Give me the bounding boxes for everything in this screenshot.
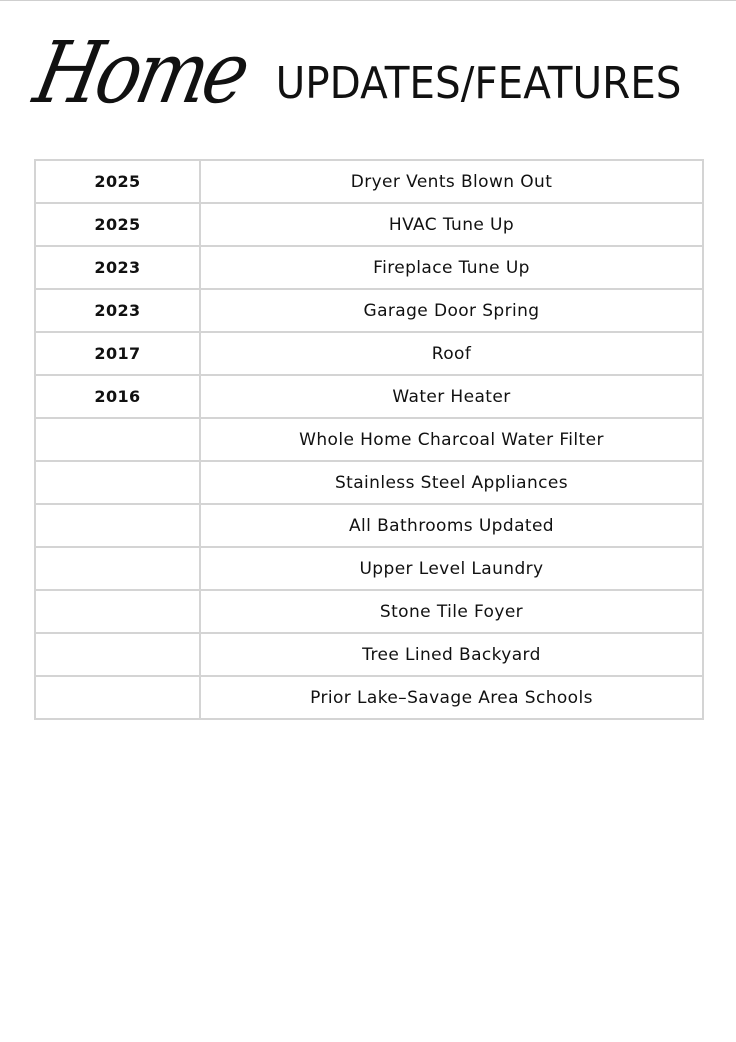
- table-row: [35, 590, 703, 633]
- feature-cell: Tree Lined Backyard: [200, 633, 703, 676]
- feature-cell: All Bathrooms Updated: [200, 504, 703, 547]
- feature-cell: Fireplace Tune Up: [200, 246, 703, 289]
- feature-cell: Stainless Steel Appliances: [200, 461, 703, 504]
- table-row: [35, 547, 703, 590]
- table-row: [35, 676, 703, 719]
- year-cell: 2016: [35, 375, 200, 418]
- feature-cell: Whole Home Charcoal Water Filter: [200, 418, 703, 461]
- features-table: [34, 159, 704, 720]
- table-row: [35, 246, 703, 289]
- table-row: [35, 375, 703, 418]
- feature-cell: Garage Door Spring: [200, 289, 703, 332]
- year-cell: 2023: [35, 289, 200, 332]
- year-cell: 2017: [35, 332, 200, 375]
- year-cell: 2023: [35, 246, 200, 289]
- year-cell: [35, 547, 200, 590]
- year-cell: [35, 676, 200, 719]
- table-row: [35, 504, 703, 547]
- title-script-word: Home: [26, 23, 255, 123]
- feature-cell: Water Heater: [200, 375, 703, 418]
- page-title: [0, 23, 736, 140]
- table-row: [35, 633, 703, 676]
- feature-cell: Upper Level Laundry: [200, 547, 703, 590]
- year-cell: [35, 418, 200, 461]
- year-cell: [35, 461, 200, 504]
- feature-cell: HVAC Tune Up: [200, 203, 703, 246]
- year-cell: 2025: [35, 203, 200, 246]
- feature-cell: Stone Tile Foyer: [200, 590, 703, 633]
- year-cell: [35, 590, 200, 633]
- year-cell: [35, 504, 200, 547]
- feature-cell: Dryer Vents Blown Out: [200, 160, 703, 203]
- table-row: [35, 332, 703, 375]
- table-row: [35, 461, 703, 504]
- feature-cell: Prior Lake–Savage Area Schools: [200, 676, 703, 719]
- table-row: [35, 289, 703, 332]
- table-row: [35, 160, 703, 203]
- title-caps-text: UPDATES/FEATURES: [275, 58, 682, 109]
- table-row: [35, 203, 703, 246]
- year-cell: [35, 633, 200, 676]
- feature-cell: Roof: [200, 332, 703, 375]
- top-divider: [0, 0, 736, 1]
- year-cell: 2025: [35, 160, 200, 203]
- table-row: [35, 418, 703, 461]
